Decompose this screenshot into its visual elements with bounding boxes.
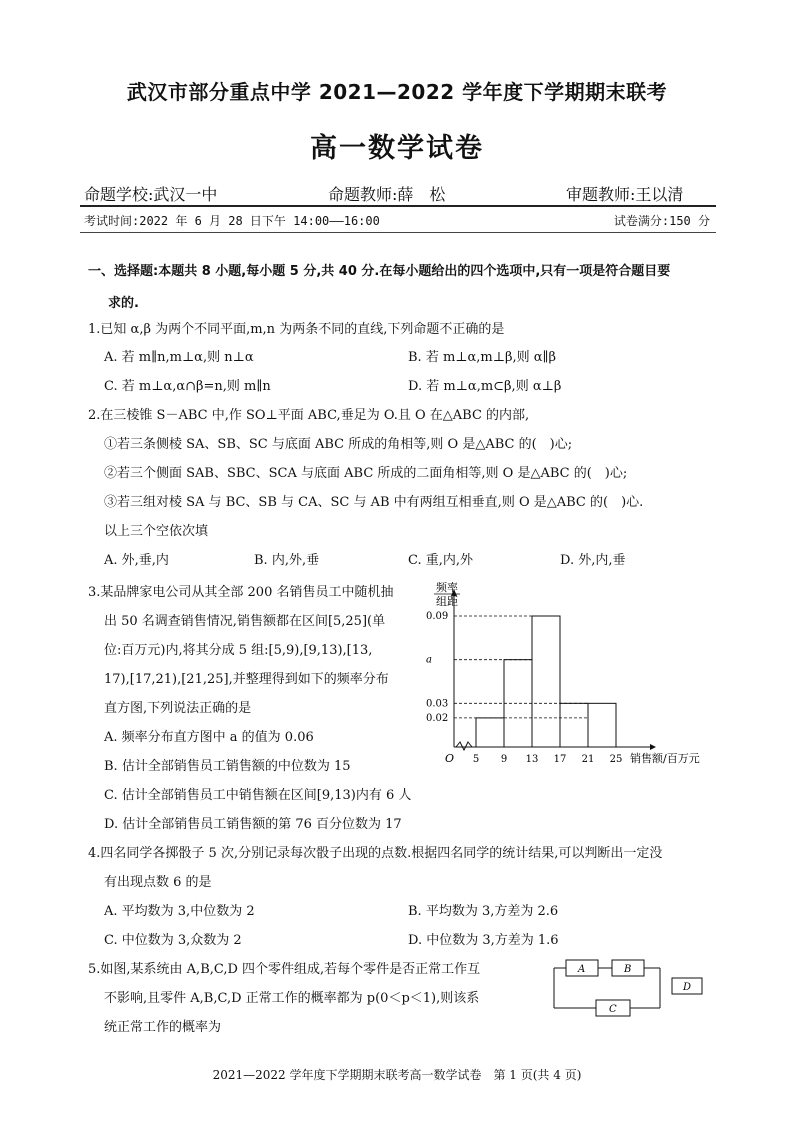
histogram-bar	[588, 703, 616, 747]
histogram-bar	[476, 718, 504, 747]
q1-option-d: D. 若 m⊥α,m⊂β,则 α⊥β	[408, 379, 562, 394]
header-rule	[80, 205, 716, 207]
exam-time: 考试时间:2022 年 6 月 28 日下午 14:00——16:00	[84, 214, 380, 228]
q1-option-a: A. 若 m∥n,m⊥α,则 n⊥α	[104, 350, 254, 365]
q3-line-2: 出 50 名调查销售情况,销售额都在区间[5,25](单	[104, 614, 386, 629]
component-d-label: D	[683, 982, 692, 993]
histogram-guides	[454, 616, 588, 718]
q3-line-4: 17),[17,21),[21,25],并整理得到如下的频率分布	[104, 672, 389, 687]
q2-statement-4: 以上三个空依次填	[104, 524, 209, 539]
q3-option-d: D. 估计全部销售员工销售额的第 76 百分位数为 17	[104, 817, 402, 832]
q3-option-c: C. 估计全部销售员工中销售额在区间[9,13)内有 6 人	[104, 788, 412, 803]
reviewer-label: 审题教师:王以清	[566, 185, 684, 204]
x-tick-label: 25	[609, 754, 623, 765]
y-label-top: 频率	[436, 582, 458, 594]
q4-option-b: B. 平均数为 3,方差为 2.6	[408, 904, 559, 919]
q2-stem: 2.在三棱锥 S－ABC 中,作 SO⊥平面 ABC,垂足为 O.且 O 在△ABC 的内部,	[88, 408, 530, 423]
q5-line-1: 5.如图,某系统由 A,B,C,D 四个零件组成,若每个零件是否正常工作互	[88, 962, 481, 977]
x-tick-label: 17	[553, 754, 567, 765]
q1-stem: 1.已知 α,β 为两个不同平面,m,n 为两条不同的直线,下列命题不正确的是	[88, 322, 505, 337]
x-axis-label: 销售额/百万元	[630, 752, 700, 765]
q2-statement-1: ①若三条侧棱 SA、SB、SC 与底面 ABC 所成的角相等,则 O 是△ABC 的( )心;	[104, 437, 573, 452]
school-label: 命题学校:武汉一中	[84, 185, 218, 204]
axis-break-mark	[456, 742, 472, 750]
y-tick-label: 0.02	[426, 712, 449, 724]
meta-rule	[80, 232, 716, 233]
q2-statement-3: ③若三组对棱 SA 与 BC、SB 与 CA、SC 与 AB 中有两组互相垂直,则 O 是△ABC 的( )心.	[104, 495, 644, 510]
q2-option-d: D. 外,内,垂	[560, 553, 626, 568]
histogram-ticks	[426, 611, 622, 765]
x-axis-arrow	[650, 744, 656, 750]
section1-heading: 一、选择题:本题共 8 小题,每小题 5 分,共 40 分.在每小题给出的四个选项中,只有一项是符合题目要	[88, 264, 671, 279]
x-tick-label: 21	[581, 754, 595, 765]
q2-option-c: C. 重,内,外	[408, 553, 474, 568]
q3-option-b: B. 估计全部销售员工销售额的中位数为 15	[104, 759, 351, 774]
x-tick-label: 5	[472, 754, 480, 765]
y-tick-label: a	[426, 654, 432, 666]
section1-heading-cont: 求的.	[108, 296, 139, 311]
y-tick-label: 0.09	[426, 611, 449, 622]
q3-line-1: 3.某品牌家电公司从其全部 200 名销售员工中随机抽	[88, 585, 394, 600]
x-tick-label: 9	[500, 754, 508, 765]
full-score: 试卷满分:150 分	[613, 214, 710, 228]
exam-title: 武汉市部分重点中学 2021—2022 学年度下学期期末联考	[126, 80, 668, 104]
q2-option-a: A. 外,垂,内	[104, 553, 169, 568]
q4-option-d: D. 中位数为 3,方差为 1.6	[408, 933, 559, 948]
q3-line-3: 位:百万元)内,将其分成 5 组:[5,9),[9,13),[13,	[104, 643, 373, 658]
q1-option-b: B. 若 m⊥α,m⊥β,则 α∥β	[408, 350, 557, 365]
q4-line-1: 4.四名同学各掷骰子 5 次,分别记录每次骰子出现的点数.根据四名同学的统计结果,可以判断出一定没	[88, 846, 663, 861]
histogram-bar	[504, 660, 532, 747]
paper-title: 高一数学试卷	[310, 133, 484, 164]
q5-line-2: 不影响,且零件 A,B,C,D 正常工作的概率都为 p(0＜p＜1),则该系	[104, 991, 480, 1006]
histogram-bar	[560, 703, 588, 747]
component-b-label: B	[624, 964, 632, 975]
histogram-bars	[476, 616, 616, 747]
q2-statement-2: ②若三个侧面 SAB、SBC、SCA 与底面 ABC 所成的二面角相等,则 O 是△ABC 的( )心;	[104, 466, 628, 481]
q4-option-a: A. 平均数为 3,中位数为 2	[104, 904, 255, 919]
q1-option-c: C. 若 m⊥α,α∩β=n,则 m∥n	[104, 379, 271, 394]
component-a-label: A	[578, 964, 586, 975]
frequency-histogram	[418, 582, 714, 768]
teacher-label: 命题教师:薛 松	[328, 185, 446, 204]
histogram-bar	[532, 616, 560, 747]
q3-option-a: A. 频率分布直方图中 a 的值为 0.06	[104, 730, 314, 745]
circuit-diagram	[548, 958, 712, 1024]
q4-option-c: C. 中位数为 3,众数为 2	[104, 933, 242, 948]
q4-line-2: 有出现点数 6 的是	[104, 875, 212, 890]
y-label-bottom: 组距	[436, 595, 458, 608]
q2-option-b: B. 内,外,垂	[254, 553, 320, 568]
y-tick-label: 0.03	[426, 698, 449, 710]
q5-line-3: 统正常工作的概率为	[104, 1020, 222, 1035]
q3-line-5: 直方图,下列说法正确的是	[104, 701, 252, 716]
origin-label: O	[445, 752, 455, 765]
component-c-label: C	[609, 1004, 617, 1015]
page-footer: 2021—2022 学年度下学期期末联考高一数学试卷 第 1 页(共 4 页)	[212, 1068, 582, 1082]
x-tick-label: 13	[525, 754, 539, 765]
